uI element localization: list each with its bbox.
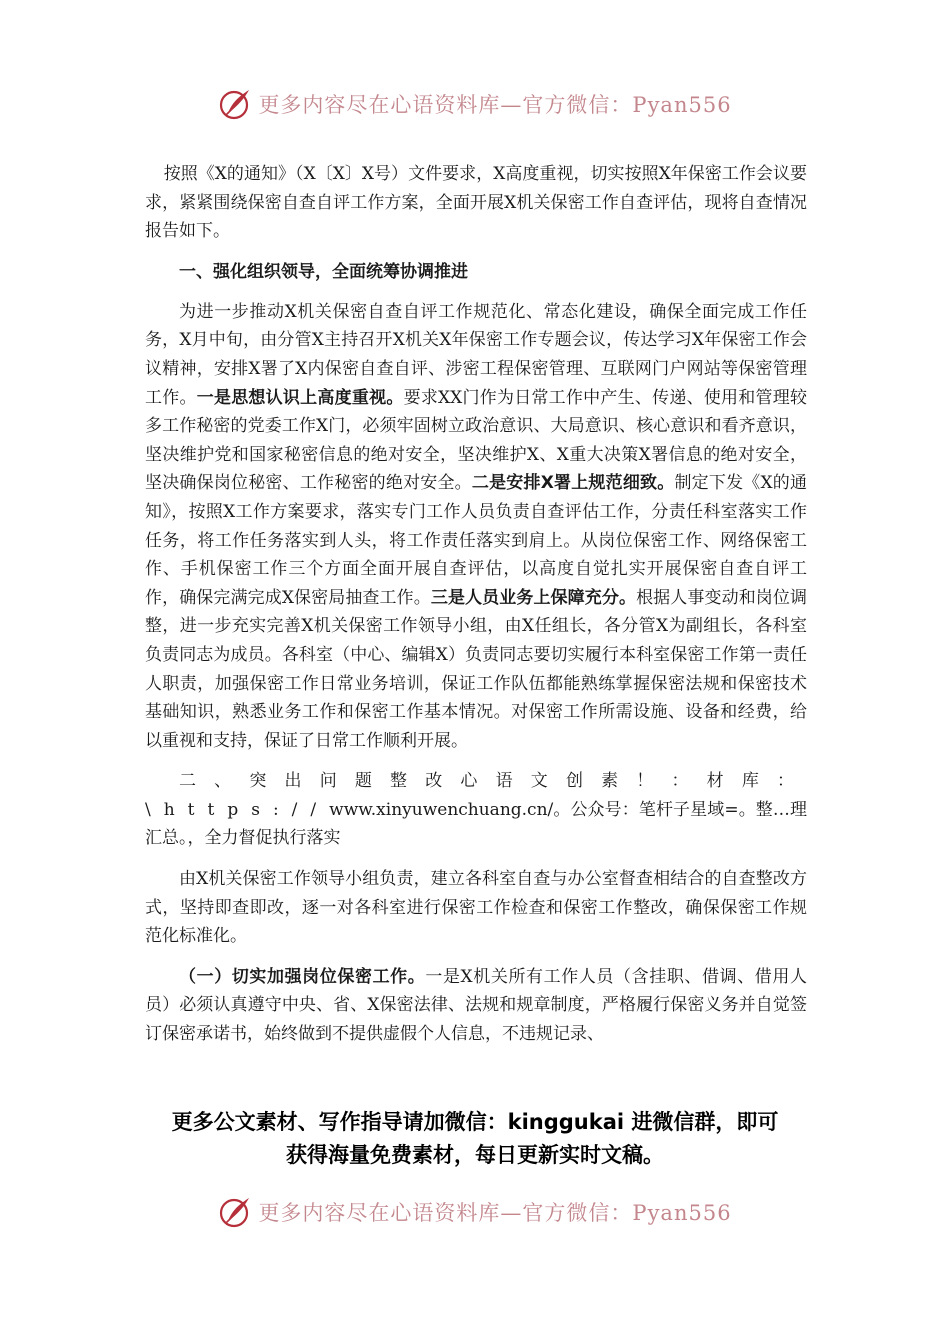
subsection-heading: （一）切实加强岗位保密工作。 bbox=[179, 966, 426, 987]
section1-point-1: 一是思想认识上高度重视。 bbox=[196, 387, 404, 408]
section1-point-3: 三是人员业务上保障充分。 bbox=[430, 587, 637, 608]
bottom-banner bbox=[0, 1192, 950, 1232]
top-banner bbox=[0, 84, 950, 124]
document-body bbox=[145, 160, 807, 1049]
promo-note bbox=[0, 1106, 950, 1172]
section1-paragraph bbox=[145, 298, 807, 756]
banner-text: 更多内容尽在心语资料库—官方微信：Pyan556 bbox=[258, 93, 732, 117]
section2-subsection bbox=[145, 963, 807, 1049]
section1-heading: 一、强化组织领导，全面统筹协调推进 bbox=[179, 261, 468, 282]
banner-text: 更多内容尽在心语资料库—官方微信：Pyan556 bbox=[258, 1201, 732, 1225]
section2-heading-line2: www.xinyuwenchuang.cn/。公众号：笔杆子星域=。整…理汇总。，全力督促执行落实 bbox=[145, 799, 807, 849]
section1-text-2: 要求XX门作为日常工作中产生、传递、使用和管理较多工作秘密的党委工作X门，必须牢固树立政治意识、大局意识、核心意识和看齐意识，坚决维护党和国家秘密信息的绝对安全，坚决维护X、X重大决策X署信息的绝对安全，坚决确保岗位秘密、工作秘密的绝对安全。 bbox=[145, 387, 808, 494]
section1-point-2: 二是安排X署上规范细致。 bbox=[471, 473, 675, 494]
section2-paragraph: 由X机关保密工作领导小组负责，建立各科室自查与办公室督查相结合的自查整改方式，坚持即查即改，逐一对各科室进行保密工作检查和保密工作整改，确保保密工作规范化标准化。 bbox=[145, 869, 807, 947]
section2-heading-line1: 二、突出问题整改心语文创素！：材库：\https:// bbox=[145, 771, 807, 820]
promo-line-1: 更多公文素材、写作指导请加微信：kinggukai 进微信群，即可 bbox=[171, 1110, 779, 1134]
subsection-text: 一是X机关所有工作人员（含挂职、借调、借用人员）必须认真遵守中央、省、X保密法律、法规和规章制度，严格履行保密义务并自觉签订保密承诺书，始终做到不提供虚假个人信息，不违规记录、 bbox=[145, 966, 807, 1045]
quill-logo-icon bbox=[218, 1195, 252, 1229]
section1-text-3: 制定下发《X的通知》，按照X工作方案要求，落实专门工作人员负责自查评估工作，分责任科室落实工作任务，将工作任务落实到人头，将工作责任落实到肩上。从岗位保密工作、网络保密工作、手机保密工作三个方面全面开展自查评估，以高度自觉扎实开展保密自查自评工作，确保完满完成X保密局抽查工作。 bbox=[145, 473, 808, 608]
intro-paragraph: 按照《X的通知》（X〔X〕X号）文件要求，X高度重视，切实按照X年保密工作会议要求，紧紧围绕保密自查自评工作方案，全面开展X机关保密工作自查评估，现将自查情况报告如下。 bbox=[145, 164, 807, 242]
promo-line-2: 获得海量免费素材，每日更新实时文稿。 bbox=[286, 1143, 664, 1167]
section1-text-4: 根据人事变动和岗位调整，进一步充实完善X机关保密工作领导小组，由X任组长，各分管X为副组长，各科室负责同志为成员。各科室（中心、编辑X）负责同志要切实履行本科室保密工作第一责任人职责，加强保密工作日常业务培训，保证工作队伍都能熟练掌握保密法规和保密技术基础知识，熟悉业务工作和保密工作基本情况。对保密工作所需设施、设备和经费，给以重视和支持，保证了日常工作顺利开展。 bbox=[145, 587, 807, 751]
section1-text-1: 为进一步推动X机关保密自查自评工作规范化、常态化建设，确保全面完成工作任务，X月中旬，由分管X主持召开X机关X年保密工作专题会议，传达学习X年保密工作会议精神，安排X署了X内保密自查自评、涉密工程保密管理、互联网门户网站等保密管理工作。 bbox=[145, 301, 807, 408]
section2-heading bbox=[145, 767, 807, 853]
quill-logo-icon bbox=[218, 87, 252, 121]
